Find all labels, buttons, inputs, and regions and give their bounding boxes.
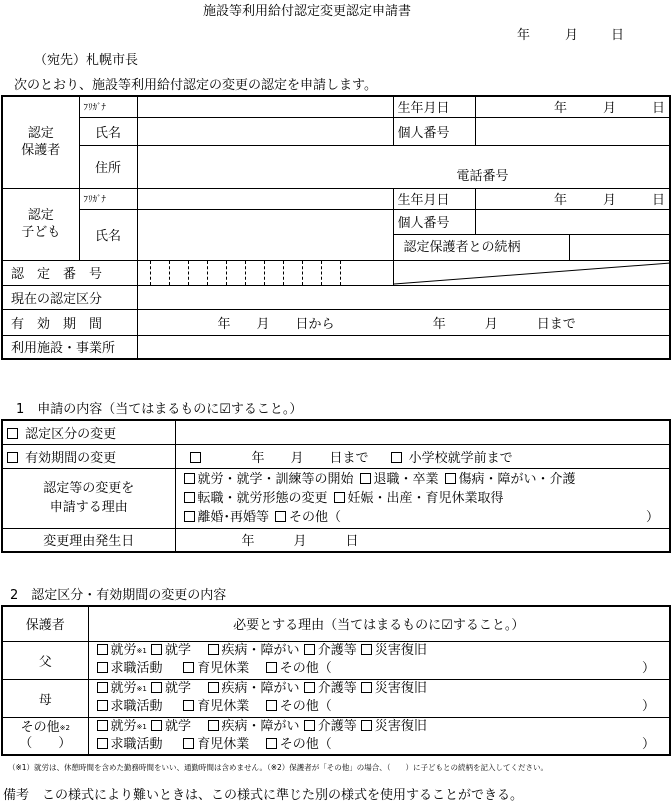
checkbox-icon[interactable] — [275, 511, 286, 522]
checkbox-icon[interactable] — [208, 644, 219, 655]
checkbox-icon[interactable] — [208, 682, 219, 693]
child-birth-label: 生年月日 — [393, 188, 475, 209]
checkbox-icon[interactable] — [97, 720, 108, 731]
valid-period-label: 有 効 期 間 — [2, 309, 137, 335]
col-guardian-header: 保護者 — [2, 606, 88, 641]
section2-heading: 2 認定区分・有効期間の変更の内容 — [10, 588, 227, 603]
form-title: 施設等利用給付認定変更認定申請書 — [203, 4, 412, 19]
checkbox-icon[interactable] — [266, 700, 277, 711]
checkbox-icon[interactable] — [360, 473, 371, 484]
guardian-name-label: 氏名 — [79, 117, 137, 145]
facility-label: 利用施設・事業所 — [2, 335, 137, 359]
cert-number-field[interactable] — [137, 260, 393, 285]
row-mother-label: 母 — [2, 679, 88, 717]
checkbox-icon[interactable] — [7, 428, 18, 439]
row-mother-options: 就労$^{※1}$ 就学 疾病・障がい 介護等 災害復旧 求職活動 育児休業 その他（ ） — [88, 679, 670, 717]
date-year: 年 — [517, 28, 531, 43]
valid-period-field[interactable] — [137, 309, 670, 335]
checkbox-icon[interactable] — [183, 662, 194, 673]
current-category-field[interactable] — [137, 285, 670, 309]
guardian-section-label: 認定 保護者 — [2, 96, 79, 188]
row-other-label: その他$^{※2}$ （ ） — [2, 717, 88, 755]
child-relationship-cell[interactable] — [393, 234, 670, 260]
guardian-address-label: 住所 — [79, 145, 137, 188]
checkbox-icon[interactable] — [361, 720, 372, 731]
checkbox-icon[interactable] — [184, 473, 195, 484]
checkbox-icon[interactable] — [361, 682, 372, 693]
opt-period-detail: 年 月 日まで 小学校就学前まで — [175, 444, 670, 468]
valid-period-to: 年 月 日まで — [432, 316, 576, 332]
checkbox-icon[interactable] — [445, 473, 456, 484]
checkbox-icon[interactable] — [304, 644, 315, 655]
opt-category-blank — [175, 420, 670, 444]
checkbox-icon[interactable] — [304, 720, 315, 731]
guardian-birth-label: 生年月日 — [393, 96, 475, 117]
child-furigana-label: ﾌﾘｶﾞﾅ — [79, 188, 137, 209]
opt-period-change[interactable]: 有効期間の変更 — [2, 444, 175, 468]
addressee: （宛先）札幌市長 — [34, 53, 139, 68]
section1-table — [1, 419, 671, 553]
guardian-id-label: 個人番号 — [393, 117, 475, 145]
row-father-label: 父 — [2, 641, 88, 679]
valid-period-from: 年 月 日から — [217, 316, 335, 332]
section1-heading: 1 申請の内容（当てはまるものに☑すること。） — [16, 402, 303, 417]
child-id-field[interactable] — [475, 209, 670, 234]
checkbox-icon[interactable] — [184, 492, 195, 503]
row-other-options: 就労$^{※1}$ 就学 疾病・障がい 介護等 災害復旧 求職活動 育児休業 その他（ ） — [88, 717, 670, 755]
checkbox-icon[interactable] — [266, 662, 277, 673]
checkbox-icon[interactable] — [184, 511, 195, 522]
guardian-birth-field[interactable]: 年 月 日 — [475, 96, 670, 117]
footnote: （※1）就労は、休憩時間を含めた勤務時間をいい、通勤時間は含めません。（※2）保護者が「その他」の場合、（ ）に子どもとの続柄を記入してください。 — [8, 763, 549, 772]
occurrence-label: 変更理由発生日 — [2, 528, 175, 552]
checkbox-icon[interactable] — [183, 700, 194, 711]
checkbox-icon[interactable] — [361, 644, 372, 655]
opt-category-change[interactable]: 認定区分の変更 — [2, 420, 175, 444]
checkbox-icon[interactable] — [151, 682, 162, 693]
checkbox-icon[interactable] — [391, 452, 402, 463]
guardian-furigana-field[interactable] — [137, 96, 393, 117]
checkbox-icon[interactable] — [334, 492, 345, 503]
checkbox-icon[interactable] — [97, 682, 108, 693]
child-id-label: 個人番号 — [393, 209, 475, 234]
checkbox-icon[interactable] — [208, 720, 219, 731]
checkbox-icon[interactable] — [151, 644, 162, 655]
checkbox-icon[interactable] — [7, 452, 18, 463]
date-day: 日 — [611, 28, 625, 43]
child-name-field[interactable] — [137, 209, 393, 260]
facility-field[interactable] — [137, 335, 670, 359]
child-relationship-label: 認定保護者との続柄 — [404, 235, 570, 260]
checkbox-icon[interactable] — [97, 644, 108, 655]
date-month: 月 — [565, 28, 579, 43]
reason-label: 認定等の変更を 申請する理由 — [2, 468, 175, 528]
row-father-options: 就労$^{※1}$ 就学 疾病・障がい 介護等 災害復旧 求職活動 育児休業 その他（ ） — [88, 641, 670, 679]
checkbox-icon[interactable] — [190, 452, 201, 463]
child-section-label: 認定 子ども — [2, 188, 79, 260]
checkbox-icon[interactable] — [97, 700, 108, 711]
cert-number-diagonal — [393, 260, 670, 285]
cert-number-label: 認 定 番 号 — [2, 260, 137, 285]
current-category-label: 現在の認定区分 — [2, 285, 137, 309]
child-birth-field[interactable]: 年 月 日 — [475, 188, 670, 209]
checkbox-icon[interactable] — [304, 682, 315, 693]
section2-table — [1, 605, 671, 756]
child-name-label: 氏名 — [79, 209, 137, 260]
child-furigana-field[interactable] — [137, 188, 393, 209]
reason-options: 就労・就学・訓練等の開始 退職・卒業 傷病・障がい・介護 転職・就労形態の変更 妊娠・出産・育児休業取得 離婚･再婚等 その他（ ） — [175, 468, 670, 528]
checkbox-icon[interactable] — [183, 738, 194, 749]
main-info-table — [1, 95, 671, 360]
guardian-id-field[interactable] — [475, 117, 670, 145]
col-reason-header: 必要とする理由（当てはまるものに☑すること。） — [88, 606, 670, 641]
checkbox-icon[interactable] — [266, 738, 277, 749]
guardian-name-field[interactable] — [137, 117, 393, 145]
remark: 備考 この様式により難いときは、この様式に準じた別の様式を使用することができる。 — [3, 788, 524, 803]
guardian-phone-label: 電話番号 — [456, 168, 509, 184]
occurrence-date[interactable]: 年 月 日 — [175, 528, 670, 552]
checkbox-icon[interactable] — [151, 720, 162, 731]
guardian-furigana-label: ﾌﾘｶﾞﾅ — [79, 96, 137, 117]
checkbox-icon[interactable] — [97, 738, 108, 749]
intro-text: 次のとおり、施設等利用給付認定の変更の認定を申請します。 — [14, 78, 377, 93]
checkbox-icon[interactable] — [97, 662, 108, 673]
guardian-address-field[interactable] — [137, 145, 670, 188]
